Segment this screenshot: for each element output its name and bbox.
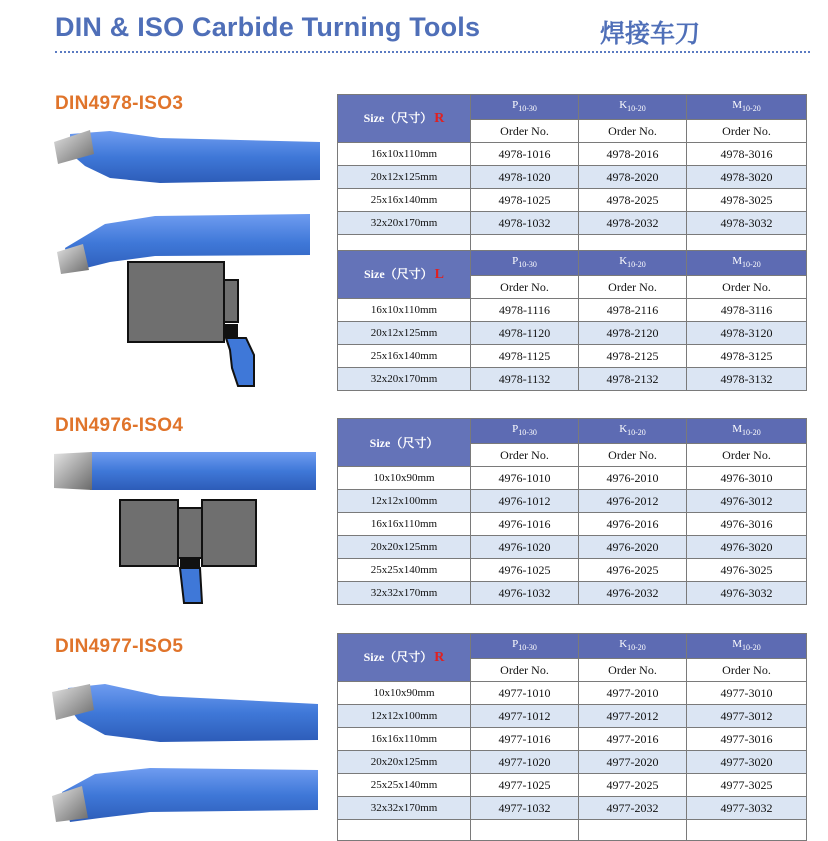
spacer-row bbox=[338, 820, 807, 841]
table-row: 32x20x170mm 4978-1132 4978-2132 4978-3132 bbox=[338, 368, 807, 391]
straight-shank-tool-icon bbox=[50, 448, 318, 494]
order-no-header: Order No. bbox=[471, 276, 579, 299]
order-no-header: Order No. bbox=[687, 444, 807, 467]
grade-m-header: $M_{10-20}$ bbox=[687, 419, 807, 444]
grade-k-header: $K_{10-20}$ bbox=[579, 634, 687, 659]
table-row: 20x12x125mm 4978-1020 4978-2020 4978-3020 bbox=[338, 166, 807, 189]
grade-k-header: $K_{10-20}$ bbox=[579, 95, 687, 120]
size-header: Size（尺寸） bbox=[338, 419, 471, 467]
holder-diagram-iso4-icon bbox=[118, 498, 260, 608]
table-row: 16x16x110mm 4977-1016 4977-2016 4977-3016 bbox=[338, 728, 807, 751]
hand-mark-l: L bbox=[434, 267, 444, 283]
grade-p-header: $P_{10-30}$ bbox=[471, 634, 579, 659]
table-row: 32x32x170mm 4976-1032 4976-2032 4976-3032 bbox=[338, 582, 807, 605]
order-no-header: Order No. bbox=[579, 276, 687, 299]
table-row: 25x25x140mm 4976-1025 4976-2025 4976-3025 bbox=[338, 559, 807, 582]
bent-shank-tool-icon bbox=[50, 128, 320, 193]
table-row: 32x32x170mm 4977-1032 4977-2032 4977-3032 bbox=[338, 797, 807, 820]
table-row: 16x10x110mm 4978-1116 4978-2116 4978-3116 bbox=[338, 299, 807, 322]
table-row: 20x12x125mm 4978-1120 4978-2120 4978-3120 bbox=[338, 322, 807, 345]
page-title-chinese: 焊接车刀 bbox=[600, 19, 701, 48]
grade-p-header: $P_{10-30}$ bbox=[471, 251, 579, 276]
table-row: 20x20x125mm 4977-1020 4977-2020 4977-3020 bbox=[338, 751, 807, 774]
order-no-header: Order No. bbox=[471, 444, 579, 467]
order-no-header: Order No. bbox=[687, 659, 807, 682]
bent-shank-tool-iso5-icon bbox=[50, 680, 320, 750]
table-row: 12x12x100mm 4976-1012 4976-2012 4976-3012 bbox=[338, 490, 807, 513]
table-row: 16x16x110mm 4976-1016 4976-2016 4976-3016 bbox=[338, 513, 807, 536]
table-row: 12x12x100mm 4977-1012 4977-2012 4977-3012 bbox=[338, 705, 807, 728]
order-no-header: Order No. bbox=[687, 276, 807, 299]
table-iso5 bbox=[337, 633, 807, 841]
size-header: Size（尺寸） R bbox=[338, 634, 471, 682]
grade-m-header: $M_{10-20}$ bbox=[687, 95, 807, 120]
size-header: Size（尺寸） R bbox=[338, 95, 471, 143]
order-no-header: Order No. bbox=[471, 659, 579, 682]
grade-p-header: $P_{10-30}$ bbox=[471, 419, 579, 444]
hand-mark-r: R bbox=[434, 650, 445, 666]
table-row: 16x10x110mm 4978-1016 4978-2016 4978-3016 bbox=[338, 143, 807, 166]
table-row: 20x20x125mm 4976-1020 4976-2020 4976-3020 bbox=[338, 536, 807, 559]
page-title: DIN & ISO Carbide Turning Tools bbox=[55, 12, 481, 42]
grade-m-header: $M_{10-20}$ bbox=[687, 251, 807, 276]
table-row: 10x10x90mm 4977-1010 4977-2010 4977-3010 bbox=[338, 682, 807, 705]
size-header: Size（尺寸） L bbox=[338, 251, 471, 299]
table-iso3-right bbox=[337, 94, 807, 256]
order-no-header: Order No. bbox=[579, 120, 687, 143]
table-row: 32x20x170mm 4978-1032 4978-2032 4978-3032 bbox=[338, 212, 807, 235]
order-no-header: Order No. bbox=[471, 120, 579, 143]
section-title-iso3: DIN4978-ISO3 bbox=[55, 93, 184, 114]
section-title-iso5: DIN4977-ISO5 bbox=[55, 636, 184, 657]
grade-p-header: $P_{10-30}$ bbox=[471, 95, 579, 120]
grade-k-header: $K_{10-20}$ bbox=[579, 419, 687, 444]
hand-mark-r: R bbox=[434, 111, 445, 127]
order-no-header: Order No. bbox=[579, 444, 687, 467]
table-row: 25x16x140mm 4978-1025 4978-2025 4978-3025 bbox=[338, 189, 807, 212]
bent-shank-tool-iso5-left-icon bbox=[50, 762, 320, 824]
table-iso4 bbox=[337, 418, 807, 605]
table-row: 25x16x140mm 4978-1125 4978-2125 4978-3125 bbox=[338, 345, 807, 368]
grade-m-header: $M_{10-20}$ bbox=[687, 634, 807, 659]
table-row: 10x10x90mm 4976-1010 4976-2010 4976-3010 bbox=[338, 467, 807, 490]
order-no-header: Order No. bbox=[687, 120, 807, 143]
holder-diagram-icon bbox=[126, 260, 266, 390]
grade-k-header: $K_{10-20}$ bbox=[579, 251, 687, 276]
title-divider bbox=[55, 51, 810, 53]
section-title-iso4: DIN4976-ISO4 bbox=[55, 415, 184, 436]
table-row: 25x25x140mm 4977-1025 4977-2025 4977-3025 bbox=[338, 774, 807, 797]
order-no-header: Order No. bbox=[579, 659, 687, 682]
table-iso3-left bbox=[337, 250, 807, 391]
